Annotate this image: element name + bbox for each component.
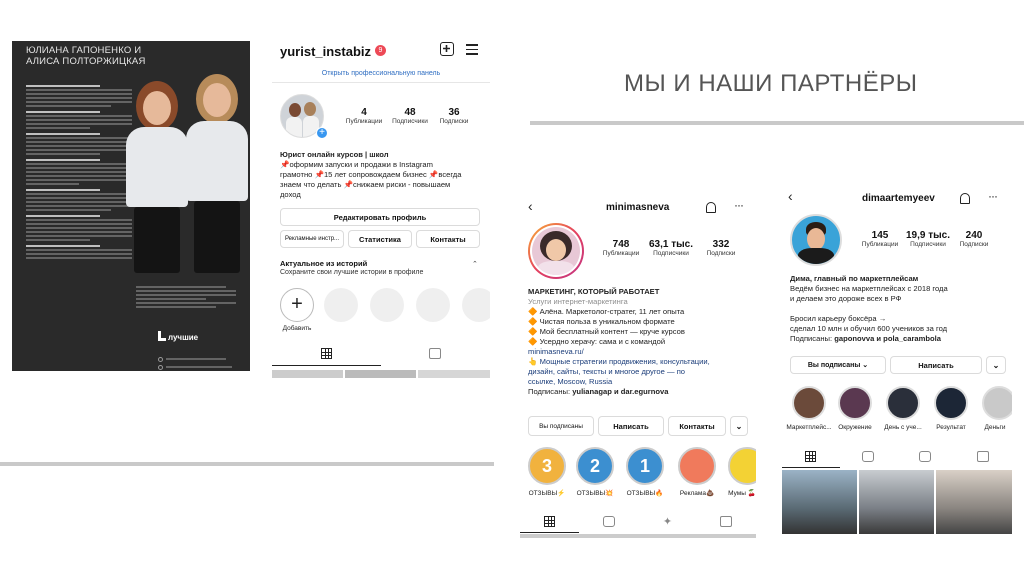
profile-screen-dimaartemyeev [782,184,1012,534]
stat-following[interactable]: 240 Подписки [959,230,989,248]
stat-followers[interactable]: 63,1 тыс. Подписчики [648,239,694,257]
profile-username: dimaartemyeev [862,193,935,204]
profile-username: yurist_instabiz [280,44,372,59]
stat-posts: 4 Публикации [345,107,383,125]
highlight-environment[interactable] [838,386,872,420]
highlights-subtitle: Сохраните свои лучшие истории в профиле [280,269,424,276]
bio: Юрист онлайн курсов | школ 📌оформим запуски и продажи в Instagram грамотно 📌15 лет сопровождаем бизнес 📌всегда знаем что делать 📌снижаем риски - повышаем доход [280,150,486,200]
highlight-placeholder [416,288,450,322]
profile-tab-bar [520,511,756,531]
bio: Дима, главный по маркетплейсам Ведём бизнес на маркетплейсах с 2018 года и делаем это дороже всех в РФ Бросил карьеру боксёра → сделал 10 млн и обучил 600 учеников за год Подписаны: gaponovva и pola_carambola [790,274,1010,344]
chevron-down-button[interactable]: ⌄ [730,416,748,436]
highlight-label: Мумы 🍒 [728,490,756,497]
highlight-label: ОТЗЫВЫ💥 [576,490,614,497]
grid-icon[interactable] [321,348,332,359]
followed-by: Подписаны: yulianagap и dar.egurnova [528,387,669,396]
message-button[interactable]: Написать [598,416,664,436]
message-button[interactable]: Написать [890,356,982,374]
highlight-mums[interactable] [728,447,756,485]
highlight-placeholder [370,288,404,322]
profile-avatar[interactable] [528,223,584,279]
bio-link[interactable]: minimasneva.ru/ [528,347,584,356]
more-icon[interactable]: ··· [734,198,743,212]
post-thumbnail[interactable] [345,370,416,378]
profile-screen-yurist [272,38,490,378]
highlight-label: День с уче... [884,424,922,431]
highlight-reviews-3[interactable]: 3 [528,447,566,485]
bell-icon[interactable] [960,193,970,204]
contacts-button[interactable]: Контакты [668,416,726,436]
stat-following[interactable]: 36 Подписки [439,107,469,125]
back-arrow-icon[interactable]: ‹ [788,188,793,204]
contacts-button[interactable]: Контакты [416,230,480,248]
slide-title: МЫ И НАШИ ПАРТНЁРЫ [624,70,918,97]
bio: МАРКЕТИНГ, КОТОРЫЙ РАБОТАЕТ Услуги интернет-маркетинга 🔶 Алёна. Маркетолог-стратег, 11 лет опыта 🔶 Чистая польза в уникальном формате 🔶 Мой бесплатный контент — круче курсов 🔶 Усердно херачу: сама и с командой minimasneva.ru/ 👆 Мощные стратегии продвижения, консультации, дизайн, сайты, тексты и многое другое — по ссылке, Moscow, Russia Подписаны: yulianagap и dar.egurnova [528,287,752,397]
poster-names: ЮЛИАНА ГАПОНЕНКО И АЛИСА ПОЛТОРЖИЦКАЯ [26,45,146,67]
highlight-reviews-1[interactable]: 1 [626,447,664,485]
stat-posts: 748 Публикации [602,239,640,257]
profile-username: minimasneva [606,202,670,213]
highlight-ads[interactable] [678,447,716,485]
highlight-label: ОТЗЫВЫ⚡ [528,490,566,497]
divider-right [530,121,1024,125]
grid-icon[interactable] [805,451,816,462]
highlight-label: Окружение [838,424,872,431]
highlights-title: Актуальное из историй [280,259,368,268]
more-icon[interactable]: ··· [988,189,997,203]
highlight-placeholder [324,288,358,322]
best-logo: лучшие [168,333,199,342]
tagged-icon[interactable] [977,451,989,462]
following-button[interactable]: Вы подписаны ⌄ [790,356,886,374]
profile-tab-bar [272,342,490,364]
partners-poster [12,41,250,371]
grid-icon[interactable] [544,516,555,527]
bell-icon[interactable] [706,202,716,213]
bio-category: Услуги интернет-маркетинга [528,297,628,306]
post-thumbnail[interactable] [859,470,934,534]
chevron-up-icon[interactable]: ⌃ [472,261,478,268]
location-icon [158,357,163,362]
new-post-icon[interactable] [440,42,454,56]
edit-profile-button[interactable]: Редактировать профиль [280,208,480,226]
highlight-marketplace[interactable] [792,386,826,420]
ad-tools-button[interactable]: Рекламные инстр... [280,230,344,248]
following-button[interactable]: Вы подписаны [528,416,594,436]
bio-name: МАРКЕТИНГ, КОТОРЫЙ РАБОТАЕТ [528,287,660,296]
post-thumbnail[interactable] [520,534,756,538]
add-story-icon[interactable]: + [316,127,328,139]
best-logo-mark [158,331,166,341]
pro-dashboard-link[interactable]: Открыть профессиональную панель [321,70,441,77]
post-thumbnail[interactable] [782,470,857,534]
notification-badge: 9 [375,45,386,56]
post-thumbnail[interactable] [418,370,490,378]
post-thumbnail[interactable] [936,470,1012,534]
menu-icon[interactable] [466,44,478,55]
suggest-button[interactable]: ⌄ [986,356,1006,374]
bio-name: Юрист онлайн курсов | школ [280,150,389,159]
add-highlight-label: Добавить [282,325,312,332]
poster-small-text [136,284,236,310]
poster-contacts [158,355,248,371]
profile-tab-bar [782,446,1012,466]
highlight-result[interactable] [934,386,968,420]
post-thumbnail[interactable] [272,370,343,378]
divider-left [0,462,494,466]
stat-followers[interactable]: 48 Подписчики [392,107,428,125]
reels-icon[interactable] [603,516,615,527]
add-highlight-button[interactable]: + [280,288,314,322]
sparkle-icon[interactable]: ✦ [662,515,673,528]
highlight-label: Деньги [984,424,1006,431]
profile-screen-minimasneva [520,193,756,538]
highlight-label: Маркетплейс... [786,424,832,431]
highlight-money[interactable] [982,386,1012,420]
stat-posts: 145 Публикации [861,230,899,248]
highlight-label: Результат [936,424,966,431]
highlight-placeholder [462,288,490,322]
tagged-icon[interactable] [429,348,441,359]
phone-icon [158,365,163,370]
video-icon[interactable] [862,451,874,462]
tagged-icon[interactable] [720,516,732,527]
bio-name: Дима, главный по маркетплейсам [790,274,919,283]
followed-by: Подписаны: gaponovva и pola_carambola [790,334,941,343]
profile-avatar[interactable] [790,214,842,266]
insights-button[interactable]: Статистика [348,230,412,248]
highlight-label: ОТЗЫВЫ🔥 [626,490,664,497]
highlight-reviews-2[interactable]: 2 [576,447,614,485]
poster-text-block [26,81,132,261]
stat-followers[interactable]: 19,9 тыс. Подписчики [905,230,951,248]
highlight-day-with-student[interactable] [886,386,920,420]
stat-following[interactable]: 332 Подписки [706,239,736,257]
reels-icon[interactable] [919,451,931,462]
back-arrow-icon[interactable]: ‹ [528,198,533,214]
highlight-label: Реклама💩 [679,490,715,497]
